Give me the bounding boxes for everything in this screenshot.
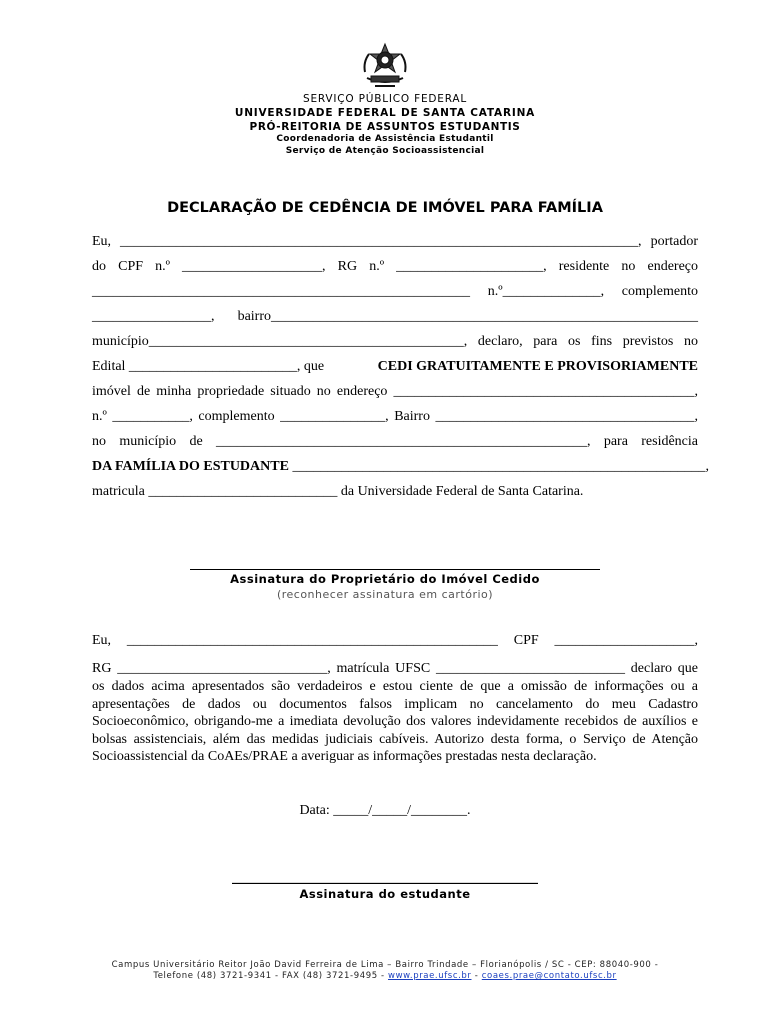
body-line: ______________________________________________________ n.º______________, complemento (92, 284, 698, 299)
body-line: imóvel de minha propriedade situado no endereço ___________________________________________, (92, 384, 698, 399)
edital-bold-text: CEDI GRATUITAMENTE E PROVISORIAMENTE (377, 359, 698, 374)
header-service-unit: Serviço de Atenção Socioassistencial (285, 146, 485, 156)
email-link[interactable]: coaes.prae@contato.ufsc.br (481, 971, 617, 981)
footer-contacts (0, 971, 770, 981)
header-pro-rectory: PRÓ-REITORIA DE ASSUNTOS ESTUDANTIS (249, 121, 521, 133)
body-line: n.º ___________, complemento _______________, Bairro _____________________________________, (92, 409, 698, 424)
body-line-edital (92, 359, 698, 375)
website-link[interactable]: www.prae.ufsc.br (388, 971, 472, 981)
header-service: SERVIÇO PÚBLICO FEDERAL (302, 93, 468, 105)
familia-bold-text: DA FAMÍLIA DO ESTUDANTE (92, 459, 289, 474)
body-line: do CPF n.º ____________________, RG n.º _____________________, residente no endereço (92, 259, 698, 274)
student-line-name: Eu, _____________________________________________________ CPF ____________________, (92, 633, 698, 648)
declaration-paragraph: os dados acima apresentados são verdadeiros e estou ciente de que a omissão de informações ou a apresentações de dados ou documentos falsos implicam no cancelamento do meu Cadastro Socioeconômico, obrigando-me a imediata devolução dos valores indevidamente recebidos de auxílios e bolsas assistenciais, além das medidas judiciais cabíveis. Autorizo desta forma, o Serviço de Atenção Socioassistencial da CoAEs/PRAE a averiguar as informações prestadas nesta declaração. (92, 679, 698, 764)
student-signature-label: Assinatura do estudante (299, 887, 471, 901)
body-line: _________________, bairro_____________________________________________________________ (92, 309, 698, 324)
owner-signature-note: (reconhecer assinatura em cartório) (276, 588, 494, 601)
body-line-familia (92, 459, 709, 475)
footer-separator: - (471, 971, 482, 981)
body-line: matricula ___________________________ da Universidade Federal de Santa Catarina. (92, 484, 584, 499)
footer-phone: Telefone (48) 3721-9341 - FAX (48) 3721-9495 - (153, 971, 389, 981)
owner-signature-label: Assinatura do Proprietário do Imóvel Cedido (230, 572, 540, 586)
document-title: DECLARAÇÃO DE CEDÊNCIA DE IMÓVEL PARA FAMÍLIA (167, 200, 603, 216)
familia-rest-text: ___________________________________________________________, (288, 459, 709, 474)
body-line: no município de _____________________________________________________, para residência (92, 434, 698, 449)
student-signature-line: ___________________________________________________ (232, 870, 538, 884)
body-line: Eu, __________________________________________________________________________, portador (92, 234, 698, 249)
date-line: Data: _____/_____/________. (299, 803, 471, 818)
brazil-coat-of-arms-icon (359, 42, 411, 90)
header-coordination: Coordenadoria de Assistência Estudantil (276, 134, 494, 144)
edital-text: Edital ________________________, que (92, 359, 328, 374)
body-line: município_____________________________________________, declaro, para os fins previstos no (92, 334, 698, 349)
footer-address: Campus Universitário Reitor João David Ferreira de Lima – Bairro Trindade – Florianópolis / SC - CEP: 88040-900 - (111, 960, 659, 970)
student-line-rg: RG ______________________________, matrícula UFSC ___________________________ declaro que (92, 661, 698, 676)
owner-signature-line (190, 569, 600, 570)
header-university: UNIVERSIDADE FEDERAL DE SANTA CATARINA (234, 107, 536, 119)
